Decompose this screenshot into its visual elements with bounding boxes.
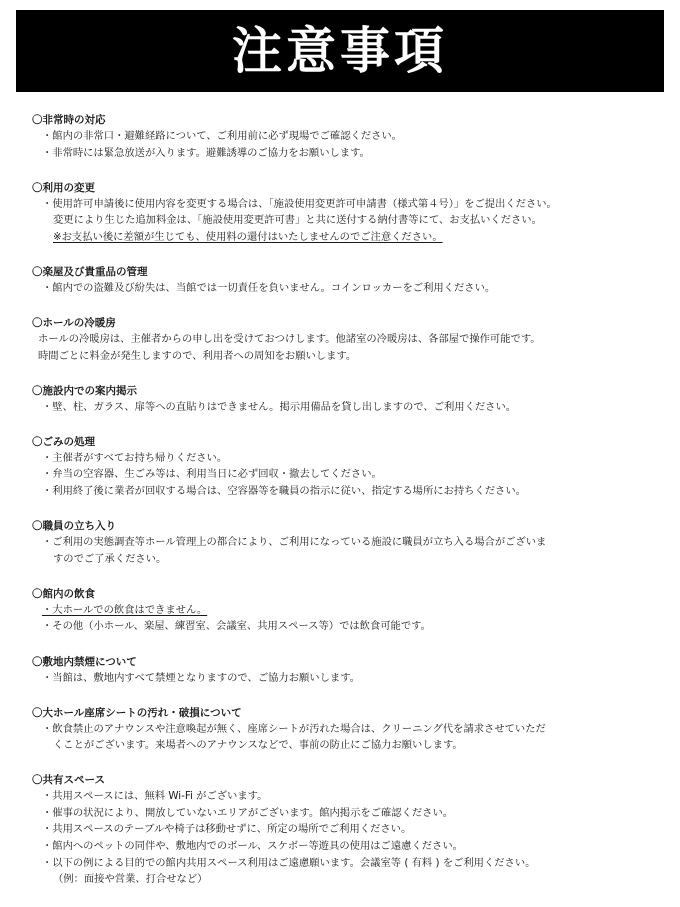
list-item: ・飲食禁止のアナウンスや注意喚起が無く、座席シートが汚れた場合は、クリーニング代を請求させていただ	[42, 722, 546, 735]
section-staff-entry	[32, 519, 652, 567]
list-item: ・主催者がすべてお持ち帰りください。	[42, 451, 228, 464]
list-item: ・使用許可申請後に使用内容を変更する場合は、「施設使用変更許可申請書（様式第４号）」をご提出ください。	[42, 197, 557, 210]
list-item: ・館内の非常口・避難経路について、ご利用前に必ず現場でご確認ください。	[42, 130, 402, 142]
list-item: ・館内へのペットの同伴や、敷地内でのボール、スケボー等遊具の使用はご遠慮ください。	[42, 840, 463, 853]
section-food-drink	[32, 587, 652, 635]
section-emergency	[32, 113, 652, 161]
section-title: 〇館内の飲食	[32, 587, 95, 600]
section-signage	[32, 384, 652, 416]
section-title: 〇非常時の対応	[32, 114, 106, 126]
section-garbage	[32, 435, 652, 500]
section-title: 〇共有スペース	[32, 774, 105, 787]
section-seat-damage	[32, 706, 652, 754]
section-valuables	[32, 265, 652, 297]
list-item: ・当館は、敷地内すべて禁煙となりますので、ご協力お願いします。	[42, 671, 360, 684]
list-item: ・催事の状況により、開放していないエリアがございます。館内掲示をご確認ください。	[42, 806, 454, 819]
list-item: ・弁当の空容器、生ごみ等は、利用当日に必ず回収・撤去してください。	[42, 468, 382, 481]
list-item	[32, 602, 652, 619]
list-item: ・ご利用の実態調査等ホール管理上の都合により、ご利用になっている施設に職員が立ち入る場合がございま	[42, 536, 547, 549]
list-item: ・利用終了後に業者が回収する場合は、空容器等を職員の指示に従い、指定する場所にお持ちください。	[42, 485, 526, 498]
section-title: 〇大ホール座席シートの汚れ・破損について	[32, 706, 242, 719]
title-banner	[16, 10, 664, 92]
list-item: ・共用スペースのテーブルや椅子は移動せずに、所定の場所でご利用ください。	[42, 823, 412, 836]
list-item: 時間ごとに料金が発生しますので、利用者への周知をお願いします。	[38, 349, 357, 362]
list-item: ・非常時には緊急放送が入ります。避難誘導のご協力をお願いします。	[42, 146, 370, 159]
list-item: すのでご了承ください。	[53, 552, 167, 565]
list-item: （例：面接や営業、打合せなど）	[53, 873, 208, 886]
section-title: 〇施設内での案内掲示	[32, 384, 137, 397]
list-item: 変更により生じた追加料金は、「施設使用変更許可書」と共に送付する納付書等にて、お支払いください。	[53, 214, 542, 227]
notice-list	[32, 113, 652, 907]
section-no-smoking	[32, 655, 652, 687]
list-item: ・以下の例による目的での館内共用スペース利用はご遠慮願います。会議室等 ( 有料 ) をご利用ください。	[42, 856, 536, 869]
list-item: ホールの冷暖房は、主催者からの申し出を受けておつけします。他諸室の冷暖房は、各部屋で操作可能です。	[38, 333, 541, 346]
list-item: ・館内での盗難及び紛失は、当館では一切責任を負いません。コインロッカーをご利用ください。	[42, 281, 496, 294]
list-item: ・共用スペースには、無料 Wi-Fi がございます。	[42, 790, 268, 803]
list-item: ・その他（小ホール、楽屋、練習室、会議室、共用スペース等）では飲食可能です。	[42, 620, 431, 633]
list-item: ・壁、柱、ガラス、扉等への直貼りはできません。掲示用備品を貸し出しますので、ご利用ください。	[42, 400, 517, 413]
section-title: 〇職員の立ち入り	[32, 520, 116, 533]
refund-note: ※お支払い後に差額が生じても、使用料の還付はいたしませんのでご注意ください。	[53, 230, 443, 243]
section-shared-space	[32, 773, 652, 888]
section-title: 〇ホールの冷暖房	[32, 317, 116, 330]
page-title: 注意事項	[232, 22, 448, 80]
section-hall-aircon	[32, 316, 652, 364]
section-title: 〇敷地内禁煙について	[32, 655, 137, 668]
list-item: くことがございます。来場者へのアナウンスなどで、事前の防止にご協力お願いします。	[53, 739, 463, 752]
no-food-note: ・大ホールでの飲食はできません。	[42, 603, 208, 616]
section-title: 〇利用の変更	[32, 181, 95, 194]
section-title: 〇楽屋及び貴重品の管理	[32, 265, 148, 278]
section-title: 〇ごみの処理	[32, 435, 95, 448]
section-usage-change	[32, 181, 652, 246]
list-item	[32, 229, 652, 246]
